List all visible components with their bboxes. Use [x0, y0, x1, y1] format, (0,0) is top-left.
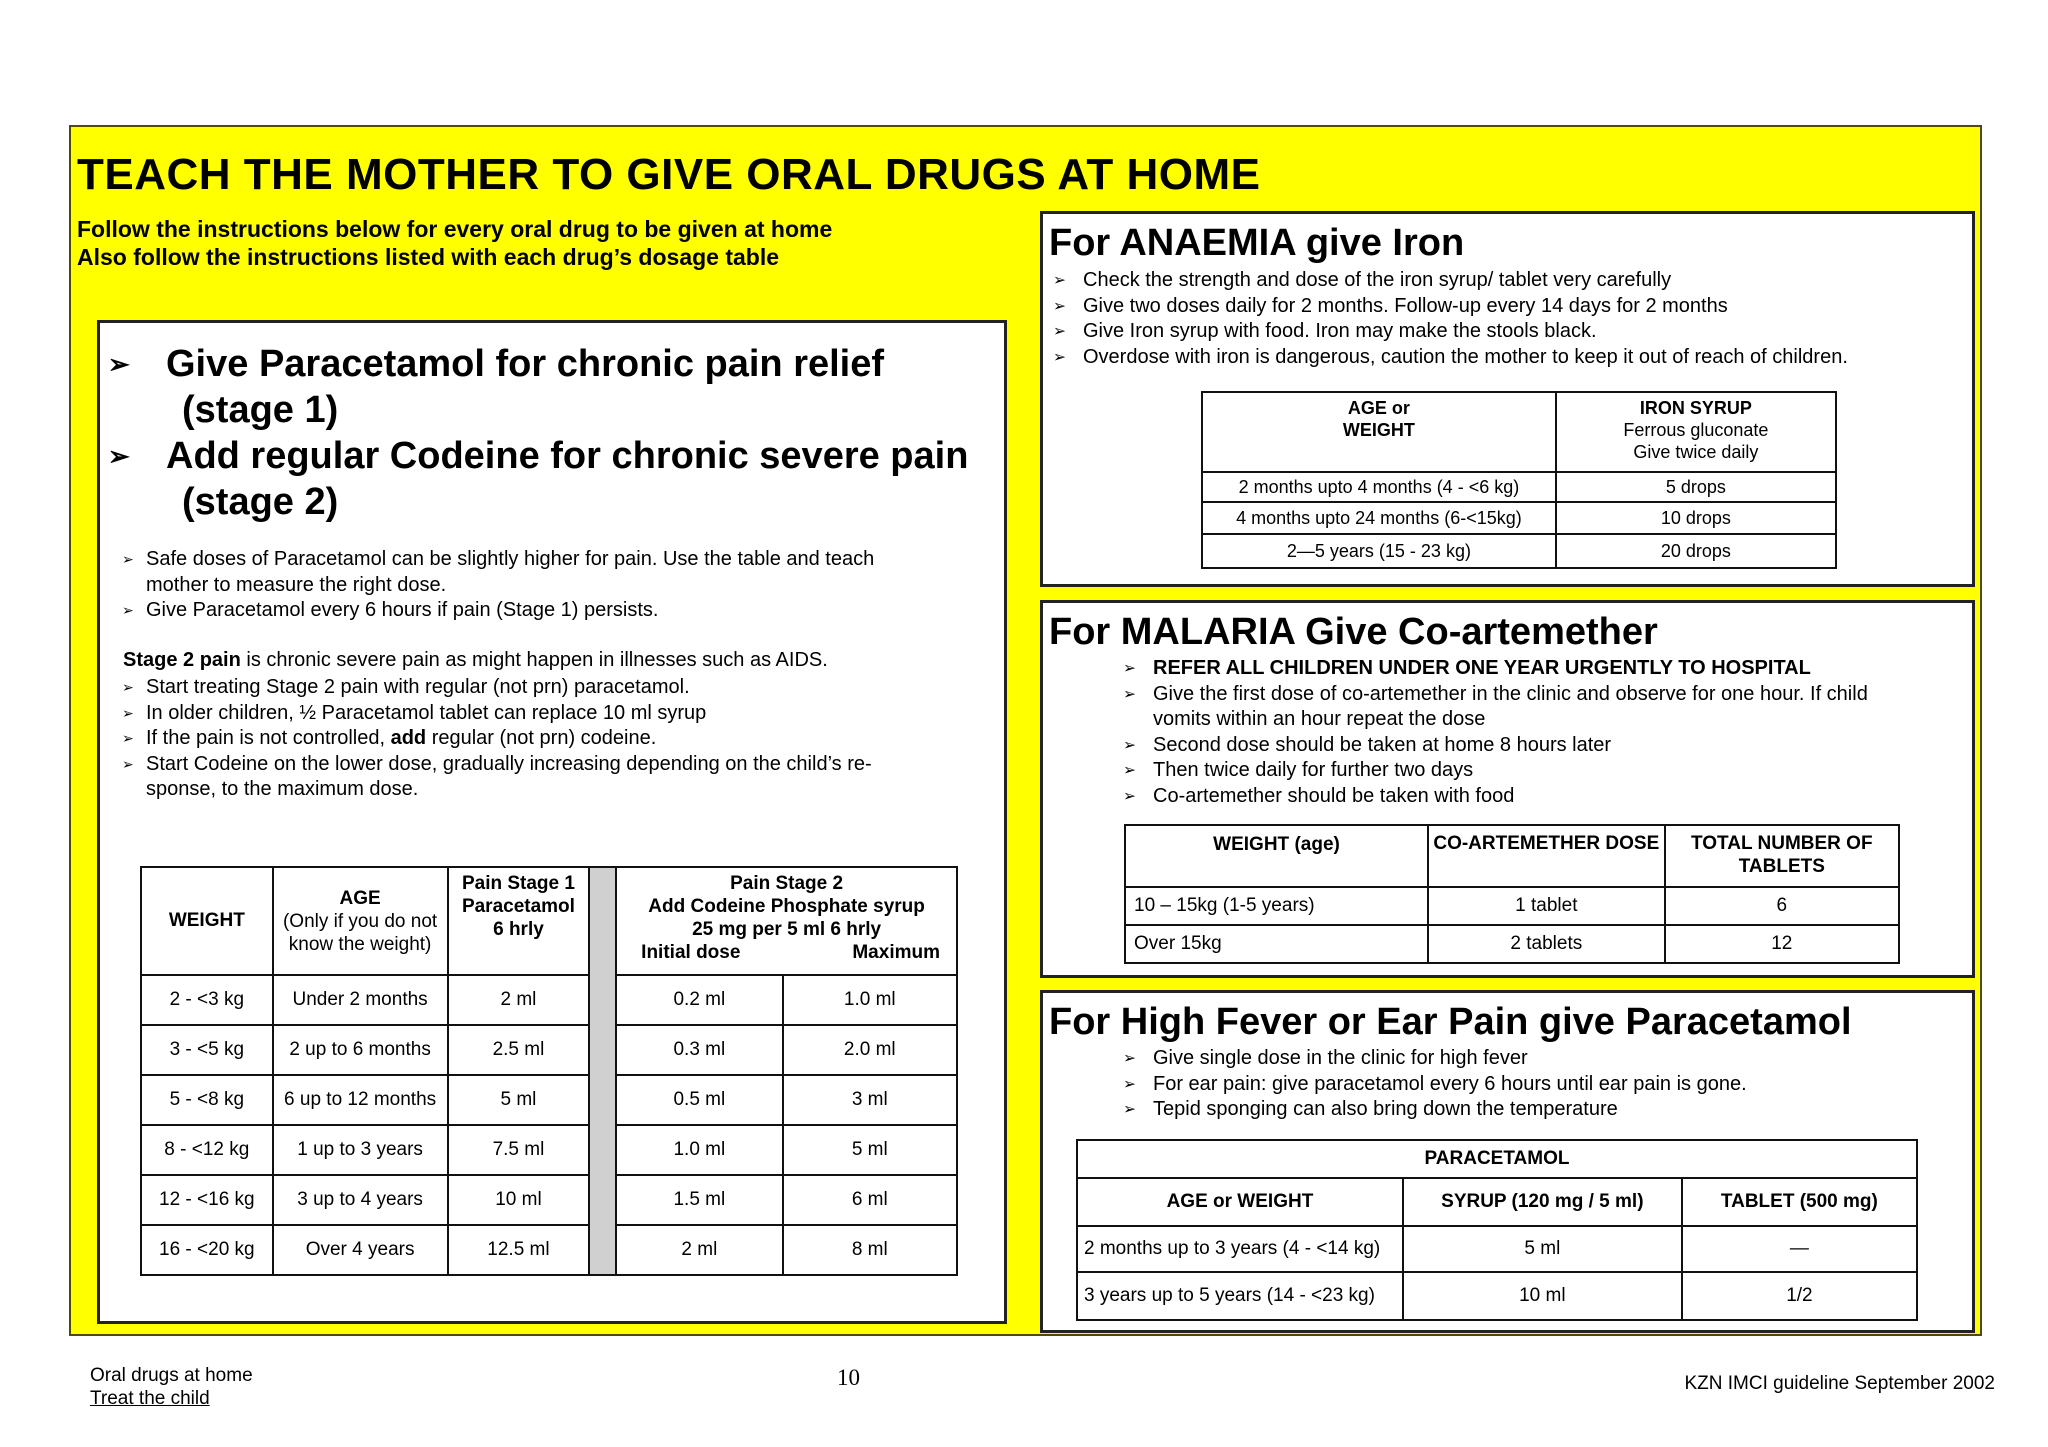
table-row: 12 - <16 kg 3 up to 4 years 10 ml 1.5 ml 6 ml [141, 1175, 957, 1225]
grey-separator [589, 867, 616, 1275]
intro-text [77, 215, 832, 271]
list-item: ➢ Safe doses of Paracetamol can be slightly higher for pain. Use the table and teach mother to measure the right dose. [120, 547, 874, 598]
list-item: ➢ Second dose should be taken at home 8 hours later [1119, 733, 1868, 759]
table-row: 3 years up to 5 years (14 - <23 kg) 10 ml 1/2 [1077, 1272, 1917, 1320]
pain-headings [108, 341, 968, 525]
stage2-text: Stage 2 pain is chronic severe pain as might happen in illnesses such as AIDS. [123, 649, 828, 671]
fever-bullets [1119, 1046, 1747, 1123]
pain-heading: ➢ Add regular Codeine for chronic severe pain (stage 2) [108, 435, 969, 523]
header-weight-age: WEIGHT (age) [1125, 825, 1428, 887]
header-tablet: TABLET (500 mg) [1682, 1178, 1917, 1226]
list-item: ➢ Give Paracetamol every 6 hours if pain (Stage 1) persists. [120, 598, 874, 624]
pain-bullets [120, 547, 874, 624]
table-row: Over 15kg 2 tablets 12 [1125, 925, 1899, 963]
pain-heading: ➢ Give Paracetamol for chronic pain relief (stage 1) [108, 343, 885, 431]
table-row: 2—5 years (15 - 23 kg) 20 drops [1202, 534, 1836, 568]
header-weight: WEIGHT [141, 867, 273, 975]
paracetamol-table [1076, 1139, 1918, 1321]
footer-right: KZN IMCI guideline September 2002 [1684, 1373, 1995, 1394]
malaria-bullets [1119, 656, 1868, 809]
pain-box [97, 320, 1007, 1324]
anaemia-box [1040, 211, 1975, 587]
arrow-bullet-icon: ➢ [108, 441, 130, 471]
page-title: TEACH THE MOTHER TO GIVE ORAL DRUGS AT HOME [77, 150, 1261, 199]
table-row: 8 - <12 kg 1 up to 3 years 7.5 ml 1.0 ml 5 ml [141, 1125, 957, 1175]
table-row: 5 - <8 kg 6 up to 12 months 5 ml 0.5 ml 3 ml [141, 1075, 957, 1125]
footer-section: Oral drugs at home [90, 1365, 253, 1386]
list-item: ➢ Then twice daily for further two days [1119, 758, 1868, 784]
header-stage2: Pain Stage 2 Add Codeine Phosphate syrup 25 mg per 5 ml 6 hrly Initial dose Maximum [616, 867, 957, 975]
table-row: 16 - <20 kg Over 4 years 12.5 ml 2 ml 8 ml [141, 1225, 957, 1275]
page-number: 10 [837, 1365, 860, 1390]
list-item: ➢ For ear pain: give paracetamol every 6 hours until ear pain is gone. [1119, 1072, 1747, 1098]
stage2-bullets [120, 675, 872, 803]
fever-box [1040, 990, 1975, 1333]
malaria-title: For MALARIA Give Co-artemether [1049, 611, 1658, 653]
list-item: ➢ Start treating Stage 2 pain with regular (not prn) paracetamol. [120, 675, 872, 701]
list-item: ➢ Overdose with iron is dangerous, caution the mother to keep it out of reach of children. [1049, 345, 1848, 371]
coartemether-table [1124, 824, 1900, 964]
list-item: ➢ Give two doses daily for 2 months. Follow-up every 14 days for 2 months [1049, 294, 1848, 320]
pain-dosage-table [140, 866, 958, 1276]
anaemia-title: For ANAEMIA give Iron [1049, 222, 1465, 264]
paracetamol-caption: PARACETAMOL [1077, 1140, 1917, 1178]
header-syrup: SYRUP (120 mg / 5 ml) [1403, 1178, 1682, 1226]
table-row: 2 months upto 4 months (4 - <6 kg) 5 drops [1202, 472, 1836, 502]
iron-table [1201, 391, 1837, 569]
anaemia-bullets [1049, 268, 1848, 370]
header-age: AGE (Only if you do not know the weight) [273, 867, 448, 975]
header-total-tablets: TOTAL NUMBER OF TABLETS [1665, 825, 1899, 887]
list-item: ➢ Check the strength and dose of the iron syrup/ tablet very carefully [1049, 268, 1848, 294]
list-item: ➢ Co-artemether should be taken with food [1119, 784, 1868, 810]
list-item: ➢ Give Iron syrup with food. Iron may make the stools black. [1049, 319, 1848, 345]
footer-subsection: Treat the child [90, 1388, 210, 1409]
header-iron-syrup: IRON SYRUP Ferrous gluconate Give twice daily [1556, 392, 1836, 472]
header-stage1: Pain Stage 1 Paracetamol 6 hrly [448, 867, 590, 975]
list-item: ➢ REFER ALL CHILDREN UNDER ONE YEAR URGENTLY TO HOSPITAL [1119, 656, 1868, 682]
intro-line: Follow the instructions below for every oral drug to be given at home [77, 216, 833, 242]
header-dose: CO-ARTEMETHER DOSE [1428, 825, 1665, 887]
arrow-bullet-icon: ➢ [108, 349, 130, 379]
footer-left [90, 1364, 253, 1410]
table-row: 2 - <3 kg Under 2 months 2 ml 0.2 ml 1.0 ml [141, 975, 957, 1025]
list-item: ➢ Start Codeine on the lower dose, gradually increasing depending on the child’s re- sponse, to the maximum dose. [120, 752, 872, 803]
fever-title: For High Fever or Ear Pain give Paracetamol [1049, 1001, 1852, 1043]
list-item: ➢ If the pain is not controlled, add regular (not prn) codeine. [120, 726, 872, 752]
table-row: 2 months up to 3 years (4 - <14 kg) 5 ml — [1077, 1226, 1917, 1272]
list-item: ➢ Give single dose in the clinic for high fever [1119, 1046, 1747, 1072]
table-row: 3 - <5 kg 2 up to 6 months 2.5 ml 0.3 ml 2.0 ml [141, 1025, 957, 1075]
malaria-box [1040, 600, 1975, 978]
table-row: 4 months upto 24 months (6-<15kg) 10 drops [1202, 502, 1836, 534]
list-item: ➢ In older children, ½ Paracetamol tablet can replace 10 ml syrup [120, 701, 872, 727]
intro-line: Also follow the instructions listed with each drug’s dosage table [77, 244, 780, 270]
list-item: ➢ Give the first dose of co-artemether in the clinic and observe for one hour. If child vomits within an hour repeat the dose [1119, 682, 1868, 733]
header-age-weight: AGE or WEIGHT [1202, 392, 1556, 472]
table-row: 10 – 15kg (1-5 years) 1 tablet 6 [1125, 887, 1899, 925]
header-age-weight: AGE or WEIGHT [1077, 1178, 1403, 1226]
list-item: ➢ Tepid sponging can also bring down the temperature [1119, 1097, 1747, 1123]
